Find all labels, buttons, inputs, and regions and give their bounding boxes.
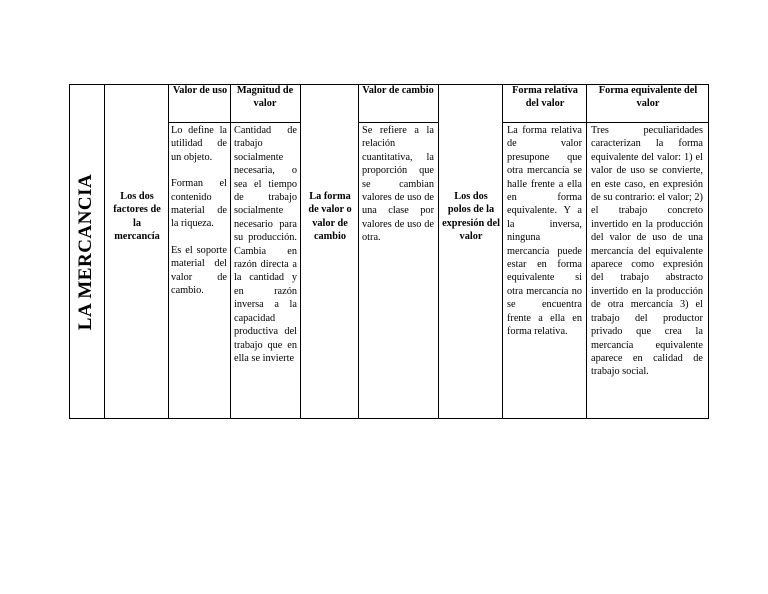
col-divider [168, 84, 169, 419]
col-divider [104, 84, 105, 419]
magnitud-header: Magnitud de valor [236, 85, 294, 110]
magnitud-text: Cantidad de trabajo socialmente necesaria, o sea el tiempo de trabajo socialmente necesario para su producción. Cambia en razón directa a la cantidad y en razón inversa a la capacidad productiva del trabajo que en ella se invierte [234, 125, 297, 364]
valor-cambio-header: Valor de cambio [362, 85, 434, 96]
forma-relativa-header: Forma relativa del valor [512, 85, 578, 110]
valor-uso-p1: Lo define la utilidad de un objeto. [171, 125, 227, 163]
header-divider [502, 122, 709, 123]
valor-uso-p2: Forman el contenido material de la riqueza. [171, 178, 227, 230]
table-border-bottom [69, 418, 709, 419]
valor-uso-header: Valor de uso [172, 85, 228, 96]
col-divider [438, 84, 439, 419]
valor-uso-p3: Es el soporte material del valor de cambio. [171, 244, 227, 297]
forma-relativa-text: La forma relativa de valor presupone que otra mercancía se halle frente a ella en forma equivalente. Y a la inversa, ninguna mercancía puede estar en forma equivalente si otra mercancía no se encuentra frente a ella en forma relativa. [507, 125, 582, 338]
forma-valor-label: La forma de valor o valor de cambio [308, 191, 352, 243]
col-divider [502, 84, 503, 419]
header-divider [168, 122, 301, 123]
col-divider [358, 84, 359, 419]
polos-label: Los dos polos de la expresión del valor [442, 191, 500, 243]
factores-label: Los dos factores de la mercancía [113, 191, 161, 243]
valor-cambio-text: Se refiere a la relación cuantitativa, la proporción que se cambian valores de uso de una clase por valores de uso de otra. [362, 125, 434, 244]
table-border-right [708, 84, 709, 419]
col-divider [586, 84, 587, 419]
title-vertical: LA MERCANCIA [75, 173, 96, 331]
col-divider [300, 84, 301, 419]
forma-equivalente-text: Tres peculiaridades caracterizan la forma equivalente del valor: 1) el valor de uso se convierte, en este caso, en expresión de su contrario: el valor; 2) el trabajo concreto invertido en la producción del valor de uso de una mercancía del equivalente aparece como expresión del trabajo abstracto invertido en la producción de otra mercancía 3) el trabajo del productor privado que crea la mercancía equivalente aparece en calidad de trabajo social. [591, 125, 703, 378]
table-border-left [69, 84, 70, 419]
col-divider [230, 84, 231, 419]
forma-equivalente-header: Forma equivalente del valor [598, 85, 698, 110]
header-divider [358, 122, 439, 123]
valor-uso-text [171, 124, 227, 297]
